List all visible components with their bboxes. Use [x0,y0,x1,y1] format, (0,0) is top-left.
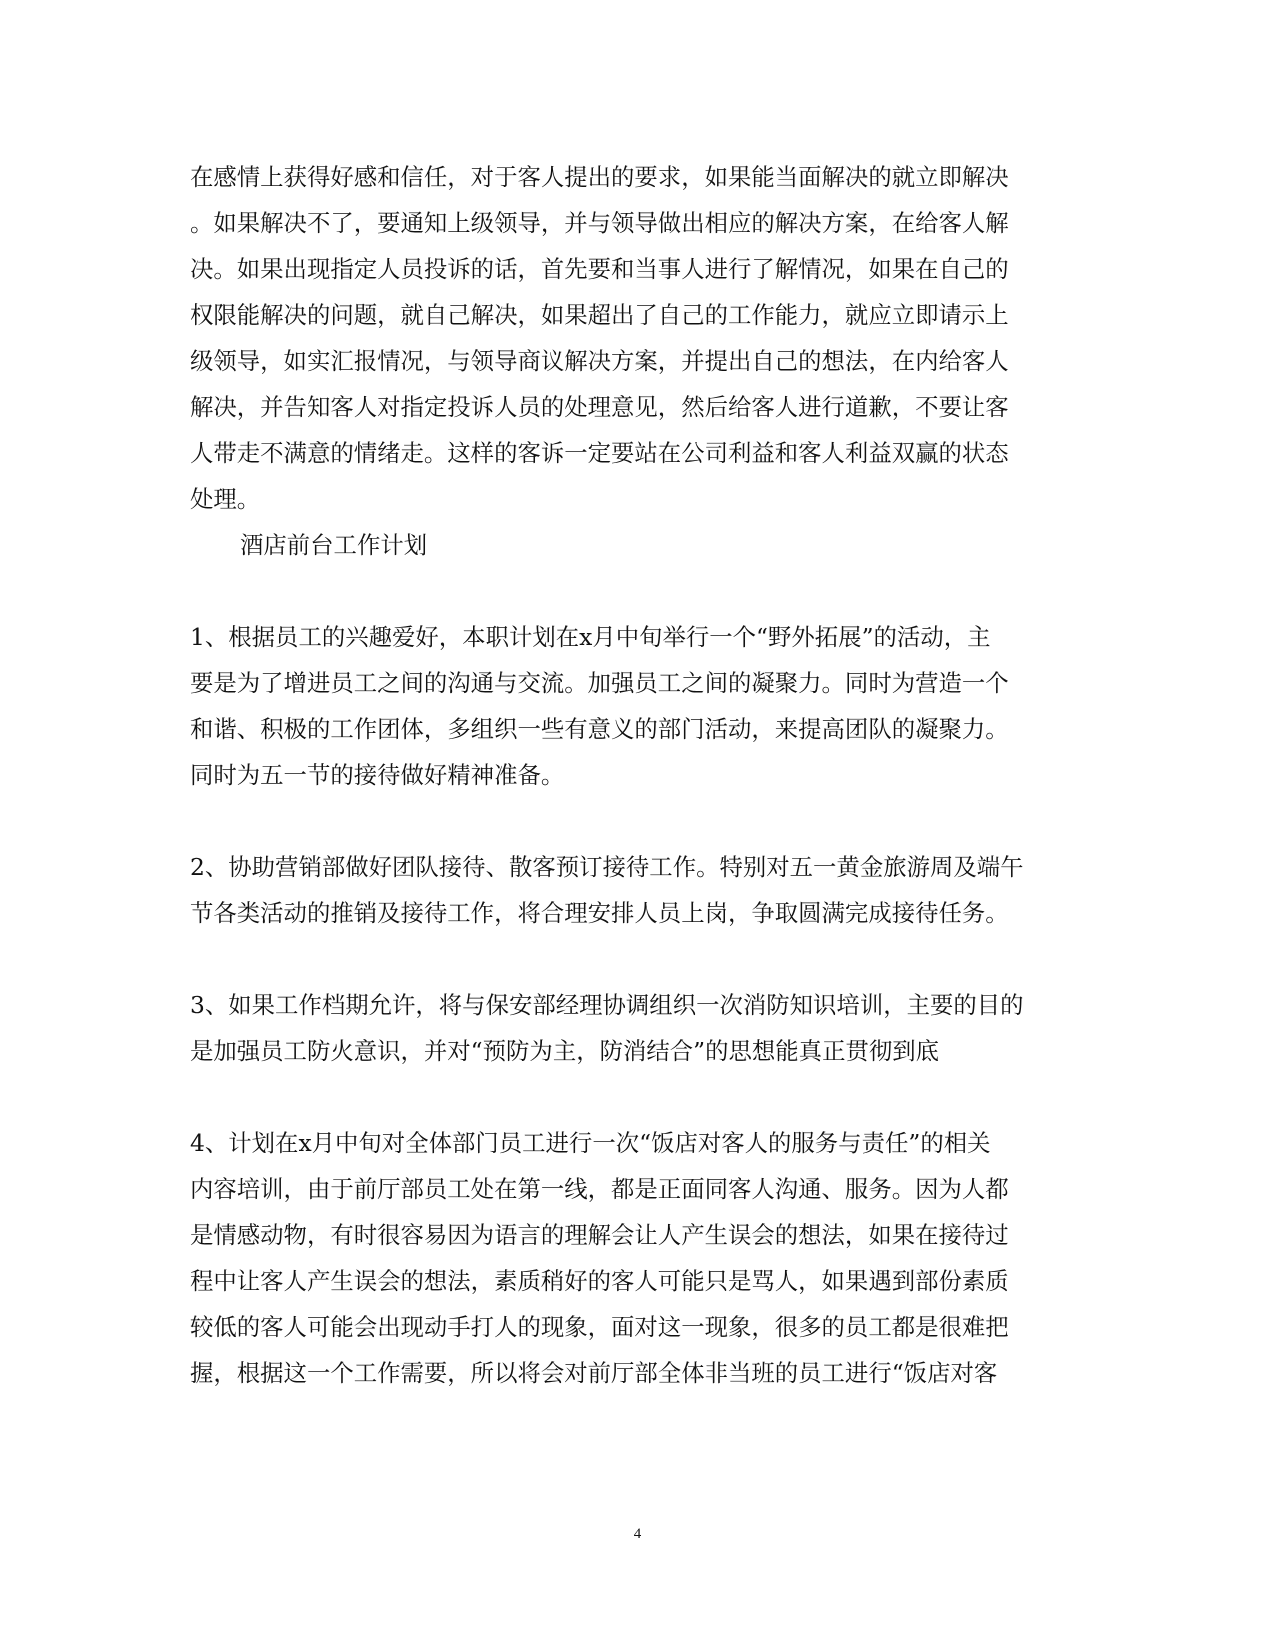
paragraph-line: 同时为五一节的接待做好精神准备。 [190,761,565,789]
paragraph-line: 要是为了增进员工之间的沟通与交流。加强员工之间的凝聚力。同时为营造一个 [190,669,1009,697]
paragraph-line: 3、如果工作档期允许，将与保安部经理协调组织一次消防知识培训，主要的目的 [190,991,1024,1019]
paragraph-line: 4、计划在x月中旬对全体部门员工进行一次“饭店对客人的服务与责任”的相关 [190,1129,991,1157]
paragraph-line: 权限能解决的问题，就自己解决，如果超出了自己的工作能力，就应立即请示上 [190,301,1009,329]
paragraph-line: 处理。 [190,485,261,513]
paragraph-line: 决。如果出现指定人员投诉的话，首先要和当事人进行了解情况，如果在自己的 [190,255,1009,283]
paragraph-line: 是加强员工防火意识，并对“预防为主，防消结合”的思想能真正贯彻到底 [190,1037,940,1065]
paragraph-line: 。如果解决不了，要通知上级领导，并与领导做出相应的解决方案，在给客人解 [190,209,1009,237]
paragraph-line: 内容培训，由于前厅部员工处在第一线，都是正面同客人沟通、服务。因为人都 [190,1175,1009,1203]
paragraph-line: 1、根据员工的兴趣爱好，本职计划在x月中旬举行一个“野外拓展”的活动，主 [190,623,991,651]
paragraph-line: 握，根据这一个工作需要，所以将会对前厅部全体非当班的员工进行“饭店对客 [190,1359,998,1387]
page-number: 4 [633,1526,642,1542]
paragraph-line: 级领导，如实汇报情况，与领导商议解决方案，并提出自己的想法，在内给客人 [190,347,1009,375]
paragraph-line: 解决，并告知客人对指定投诉人员的处理意见，然后给客人进行道歉，不要让客 [190,393,1009,421]
paragraph-line: 人带走不满意的情绪走。这样的客诉一定要站在公司利益和客人利益双赢的状态 [190,439,1009,467]
section-heading: 酒店前台工作计划 [240,531,428,559]
paragraph-line: 和谐、积极的工作团体，多组织一些有意义的部门活动，来提高团队的凝聚力。 [190,715,1009,743]
paragraph-line: 程中让客人产生误会的想法，素质稍好的客人可能只是骂人，如果遇到部份素质 [190,1267,1009,1295]
paragraph-line: 是情感动物，有时很容易因为语言的理解会让人产生误会的想法，如果在接待过 [190,1221,1009,1249]
paragraph-line: 在感情上获得好感和信任，对于客人提出的要求，如果能当面解决的就立即解决 [190,163,1009,191]
paragraph-line: 节各类活动的推销及接待工作，将合理安排人员上岗，争取圆满完成接待任务。 [190,899,1009,927]
paragraph-line: 较低的客人可能会出现动手打人的现象，面对这一现象，很多的员工都是很难把 [190,1313,1009,1341]
paragraph-line: 2、协助营销部做好团队接待、散客预订接待工作。特别对五一黄金旅游周及端午 [190,853,1024,881]
